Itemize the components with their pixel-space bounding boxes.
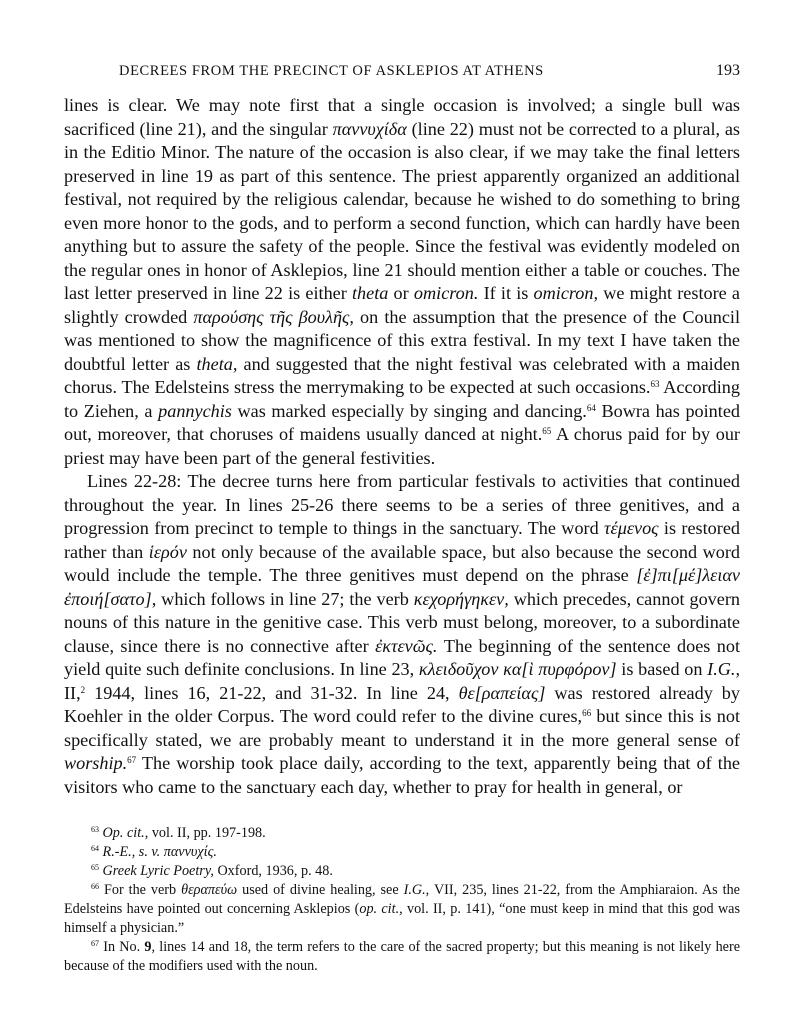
italic-text: κλειδοῦχον κα[ὶ πυρφόρον] bbox=[418, 659, 617, 679]
text-run: A chorus paid for by our priest may have been part of the general festivities. bbox=[64, 424, 740, 468]
text-run: or bbox=[388, 283, 414, 303]
text-run: which precedes, cannot govern nouns of this nature in the genitive case. This verb must belong, moreover, to a subordinate clause, since there is no connective after bbox=[64, 588, 740, 656]
running-head bbox=[64, 60, 740, 84]
text-run: If it is bbox=[478, 283, 534, 303]
note-ref: 65 bbox=[91, 863, 99, 872]
text-run: on the assumption that the presence of the Council was mentioned to show the magnificence of this extra festival. In my text I have taken the doubtful letter as bbox=[64, 306, 740, 374]
page-number: 193 bbox=[716, 62, 740, 79]
italic-text: I.G., bbox=[707, 659, 741, 679]
footnotes bbox=[64, 824, 740, 976]
italic-text: θε[ραπείας] bbox=[458, 682, 546, 703]
italic-text: παρούσης τῆς βουλῆς, bbox=[193, 306, 354, 327]
text-run: was restored already by Koehler in the older Corpus. The word could refer to the divine cures, bbox=[64, 682, 740, 726]
text-run: , which follows in line 27; the verb bbox=[151, 588, 414, 609]
text-run: we might restore a slightly crowded bbox=[64, 283, 741, 327]
text-run: , lines 14 and 18, the term refers to the care of the sacred property; but this meaning is not likely here because of the modifiers used with the noun. bbox=[64, 939, 740, 974]
paragraph bbox=[64, 94, 740, 470]
text-run: For the verb bbox=[99, 882, 182, 898]
text-run: used of divine healing, see bbox=[237, 882, 404, 898]
note-ref: 64 bbox=[91, 844, 99, 853]
footnote bbox=[64, 824, 740, 843]
text-run: was marked especially by singing and dancing. bbox=[231, 400, 587, 421]
text-run: VII, 235, lines 21-22, from the Amphiaraion. As the Edelsteins have pointed out concerning Asklepios ( bbox=[64, 882, 740, 917]
text-run: In No. bbox=[99, 939, 145, 955]
italic-text: omicron. bbox=[413, 283, 479, 303]
italic-text: op. cit., bbox=[359, 901, 403, 917]
text-run: and suggested that the night festival was celebrated with a maiden chorus. The Edelsteins stress the merrymaking to be expected at such occasions. bbox=[64, 353, 740, 397]
note-ref: 67 bbox=[127, 755, 137, 765]
bold-text: 9 bbox=[144, 939, 152, 955]
note-ref: 63 bbox=[650, 379, 660, 389]
italic-text: [ἐ]πι[μέ]λειαν ἐποιή[σατο] bbox=[64, 565, 740, 609]
text-run: lines is clear. We may note first that a single occasion is involved; a single bull was sacrificed (line 21), and the singular bbox=[64, 95, 740, 139]
text-run: is restored rather than bbox=[64, 518, 740, 562]
footnote bbox=[64, 843, 740, 862]
text-run: (line 22) must not be corrected to a plural, as in the Editio Minor. The nature of the occasion is also clear, if we may take the final letters preserved in line 19 as part of this sentence. The priest apparently organized an additional festival, not required by the religious calendar, because he wished to do something to bring even more honor to the gods, and to perform a second function, which can hardly have been anything but to assure the safety of the people. Since the festival was evidently modeled on the regular ones in honor of Asklepios, line 21 should mention either a table or couches. The last letter preserved in line 22 is either bbox=[64, 118, 740, 303]
italic-text: Op. cit., bbox=[102, 825, 149, 841]
italic-text: theta bbox=[351, 283, 389, 303]
italic-text: θεραπεύω bbox=[181, 882, 238, 898]
paragraph bbox=[64, 470, 740, 799]
italic-text: pannychis bbox=[158, 400, 232, 421]
note-ref: 66 bbox=[91, 882, 99, 891]
text-run: According to Ziehen, a bbox=[64, 377, 740, 421]
running-title: DECREES FROM THE PRECINCT OF ASKLEPIOS AT ATHENS bbox=[119, 63, 544, 79]
text-run: Bowra has pointed out, moreover, that choruses of maidens usually danced at night. bbox=[64, 400, 740, 444]
text-run: vol. II, pp. 197-198. bbox=[148, 825, 266, 841]
italic-text: worship. bbox=[64, 753, 128, 773]
note-ref: 2 bbox=[80, 684, 86, 695]
main-text bbox=[64, 94, 740, 799]
text-run: 1944, lines 16, 21-22, and 31-32. In line 24, bbox=[85, 682, 459, 703]
note-ref: 66 bbox=[582, 708, 592, 718]
text-run: Oxford, 1936, p. 48. bbox=[213, 863, 333, 879]
note-ref: 63 bbox=[91, 825, 99, 834]
footnote bbox=[64, 881, 740, 938]
italic-text: R.-E., s. v. παννυχίς. bbox=[102, 844, 217, 860]
italic-text: ἐκτενῶς. bbox=[375, 635, 438, 656]
note-ref: 67 bbox=[91, 939, 99, 948]
text-run: The worship took place daily, according to the text, apparently being that of the visitors who came to the sanctuary each day, whether to pray for health in general, or bbox=[64, 753, 740, 797]
text-run: The beginning of the sentence does not yield quite such definite conclusions. In line 23, bbox=[64, 635, 741, 679]
italic-text: I.G., bbox=[403, 882, 430, 898]
footnote bbox=[64, 938, 740, 976]
text-run: not only because of the available space, but also because the second word would include the temple. The three genitives must depend on the phrase bbox=[64, 541, 740, 585]
italic-text: τέμενος bbox=[604, 518, 659, 538]
note-ref: 65 bbox=[542, 426, 552, 436]
text-run: II, bbox=[64, 682, 81, 703]
italic-text: Greek Lyric Poetry, bbox=[102, 863, 214, 879]
italic-text: ἱερόν bbox=[148, 541, 187, 562]
text-run: but since this is not specifically stated, we are probably meant to understand it in the more general sense of bbox=[64, 706, 740, 750]
text-run: is based on bbox=[616, 659, 708, 679]
italic-text: omicron, bbox=[533, 283, 599, 303]
italic-text: παννυχίδα bbox=[332, 118, 407, 139]
footnote bbox=[64, 862, 740, 881]
italic-text: theta, bbox=[196, 353, 238, 374]
note-ref: 64 bbox=[586, 402, 596, 413]
italic-text: κεχορήγηκεν, bbox=[413, 588, 509, 609]
text-run: Lines 22-28: The decree turns here from particular festivals to activities that continued throughout the year. In lines 25-26 there seems to be a series of three genitives, and a progression from precinct to temple to things in the sanctuary. The word bbox=[64, 471, 740, 538]
text-run: vol. II, p. 141), “one must keep in mind that this god was himself a physician.” bbox=[64, 901, 741, 936]
